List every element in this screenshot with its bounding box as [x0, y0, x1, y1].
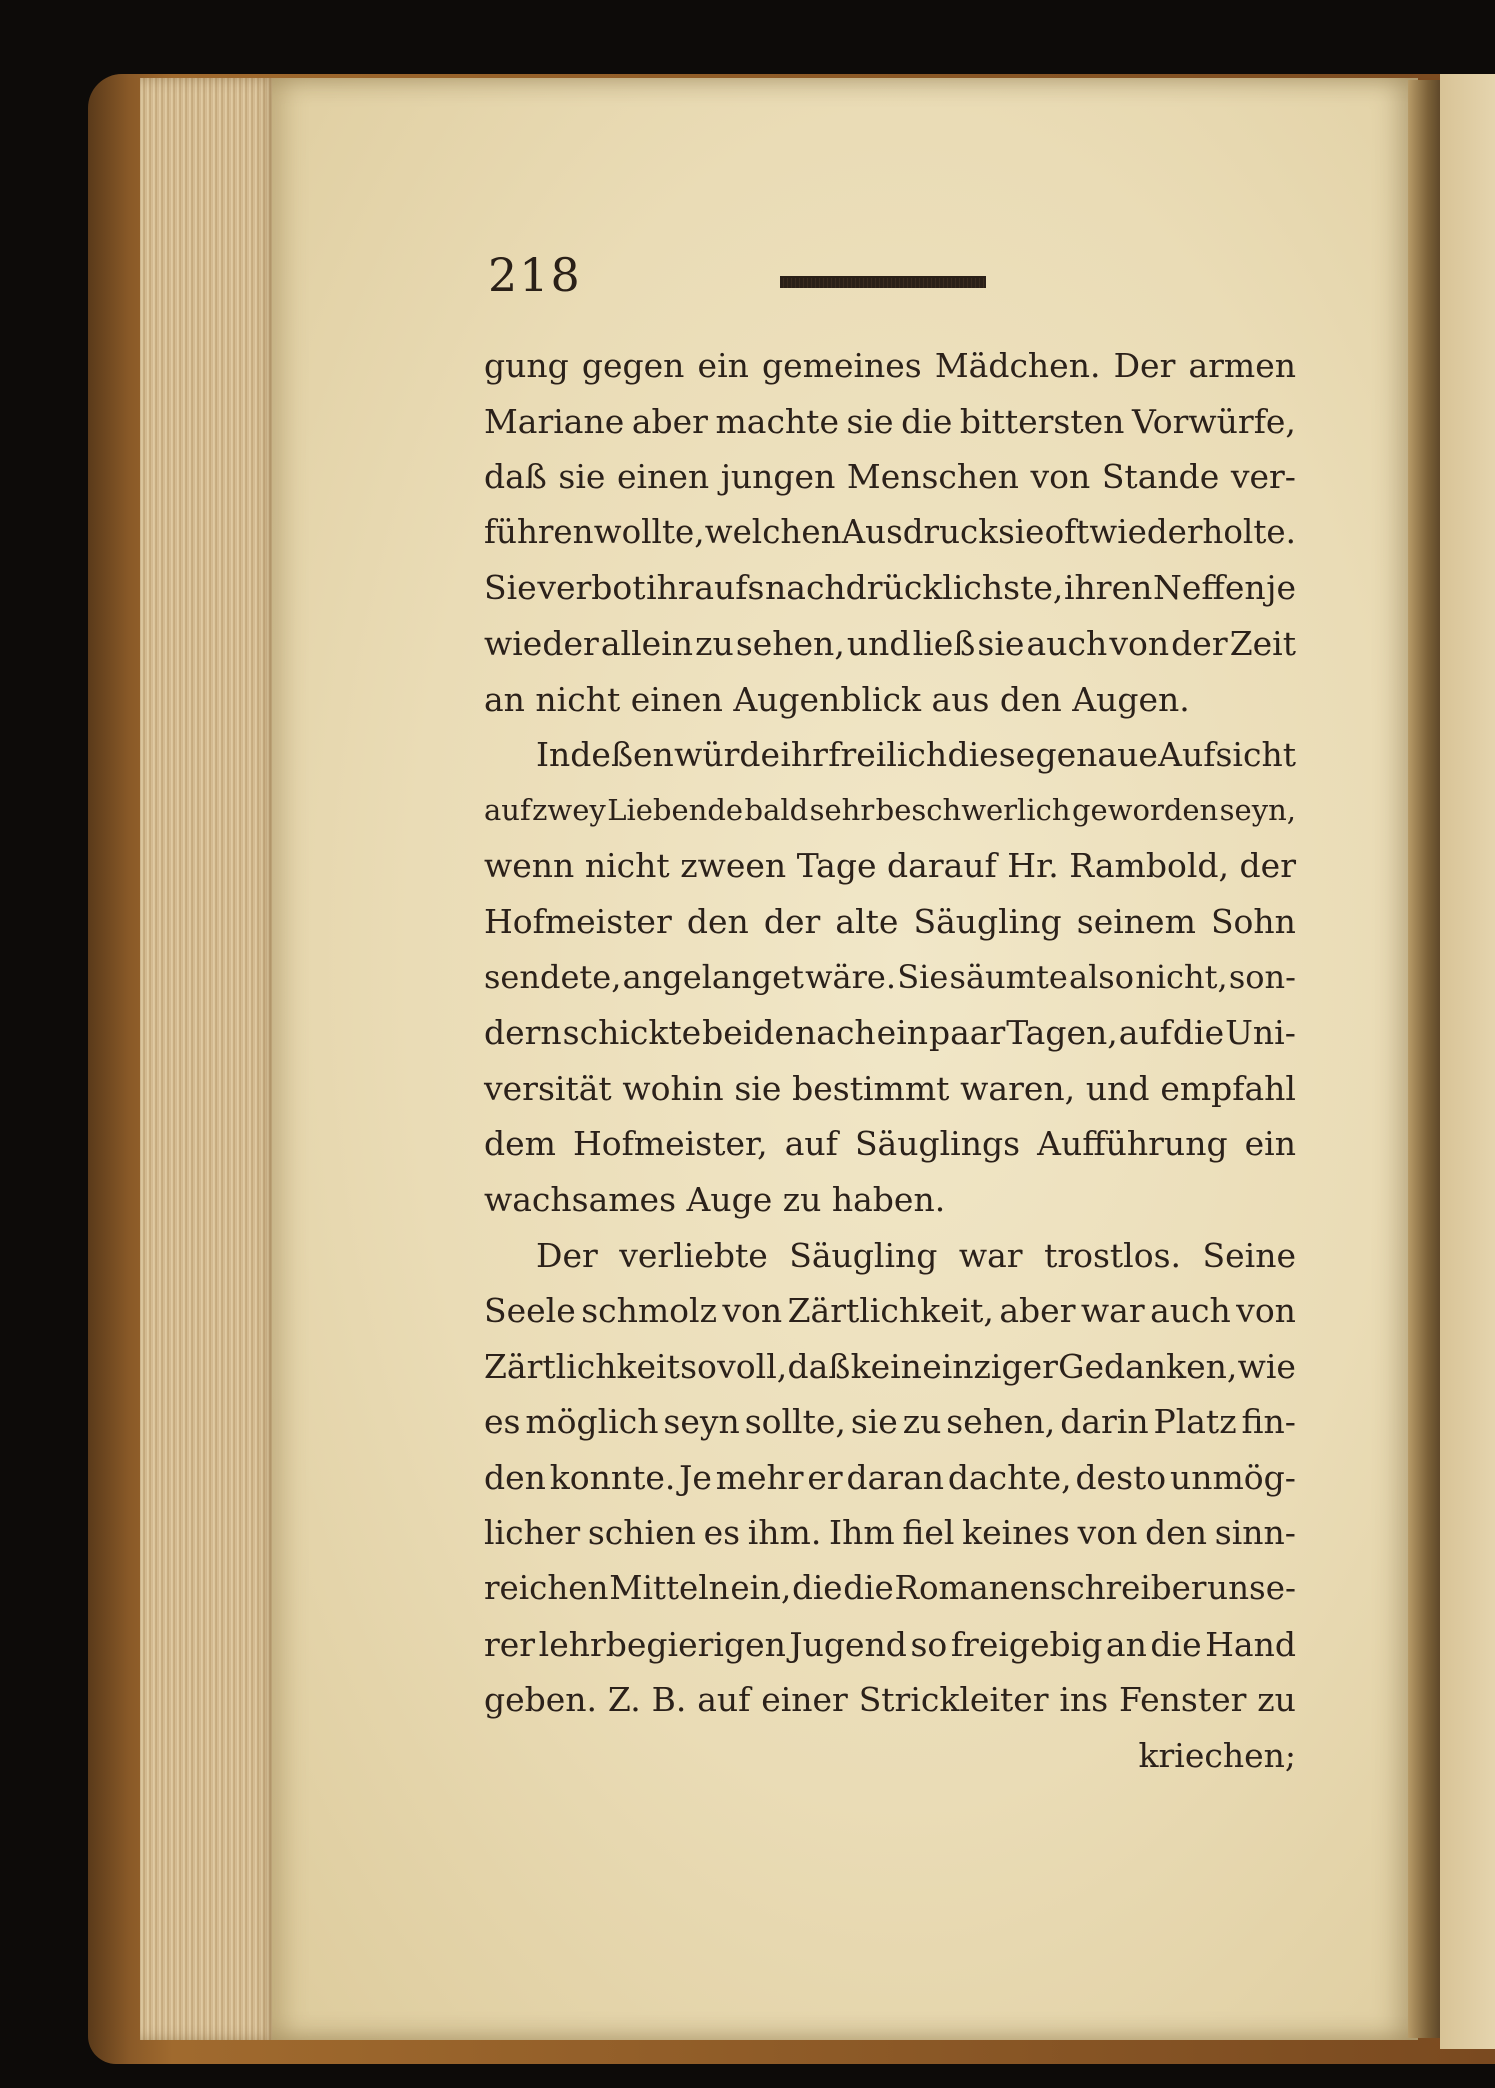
text-line: daß sie einen jungen Menschen von Stande ver- — [484, 457, 1296, 497]
body-text — [484, 338, 1296, 1783]
text-line: wieder allein zu sehen, und ließ sie auch von der Zeit — [484, 623, 1296, 663]
text-line: reichen Mitteln ein, die die Romanenschreiber unse- — [484, 1569, 1296, 1608]
text-line: sendete, angelanget wäre. Sie säumte also nicht, son- — [484, 957, 1296, 996]
text-line: wachsames Auge zu haben. — [484, 1179, 946, 1219]
text-line: licher schien es ihm. Ihm fiel keines von den sinn- — [484, 1513, 1296, 1553]
text-line: es möglich seyn sollte, sie zu sehen, darin Platz fin- — [484, 1402, 1296, 1442]
facing-page-edge — [1440, 74, 1495, 2049]
text-line: dem Hofmeister, auf Säuglings Aufführung ein — [484, 1124, 1296, 1164]
page-number: 218 — [488, 248, 582, 302]
text-line: wenn nicht zween Tage darauf Hr. Rambold, der — [484, 846, 1296, 886]
book-gutter — [1408, 80, 1442, 2038]
text-line: gung gegen ein gemeines Mädchen. Der armen — [484, 346, 1296, 385]
page-header — [488, 248, 1288, 308]
page-edges — [140, 78, 278, 2040]
text-line: Seele schmolz von Zärtlichkeit, aber war auch von — [484, 1291, 1296, 1331]
text-line: kriechen; — [1138, 1735, 1296, 1775]
text-line: auf zwey Liebende bald sehr beschwerlich geworden seyn, — [484, 792, 1296, 827]
text-line: rer lehrbegierigen Jugend so freigebig an die Hand — [484, 1624, 1296, 1664]
text-line: den konnte. Je mehr er daran dachte, desto unmög- — [484, 1457, 1296, 1497]
text-line: geben. Z. B. auf einer Strickleiter ins Fenster zu — [484, 1680, 1296, 1720]
text-line: an nicht einen Augenblick aus den Augen. — [484, 679, 1190, 719]
text-line: Zärtlichkeit so voll, daß kein einziger Gedanken, wie — [484, 1346, 1296, 1386]
text-line: Sie verbot ihr aufs nachdrücklichste, ihren Neffen je — [484, 568, 1296, 608]
text-line: Der verliebte Säugling war trostlos. Seine — [536, 1235, 1296, 1275]
header-rule — [780, 276, 986, 288]
text-line: Hofmeister den der alte Säugling seinem Sohn — [484, 901, 1296, 941]
text-line: führen wollte, welchen Ausdruck sie oft wiederholte. — [484, 512, 1296, 551]
text-line: Indeßen würde ihr freilich diese genaue Aufsicht — [536, 735, 1296, 775]
text-line: dern schickte beide nach ein paar Tagen, auf die Uni- — [484, 1013, 1296, 1053]
text-line: versität wohin sie bestimmt waren, und empfahl — [484, 1068, 1296, 1108]
text-line: Mariane aber machte sie die bittersten Vorwürfe, — [484, 401, 1296, 441]
